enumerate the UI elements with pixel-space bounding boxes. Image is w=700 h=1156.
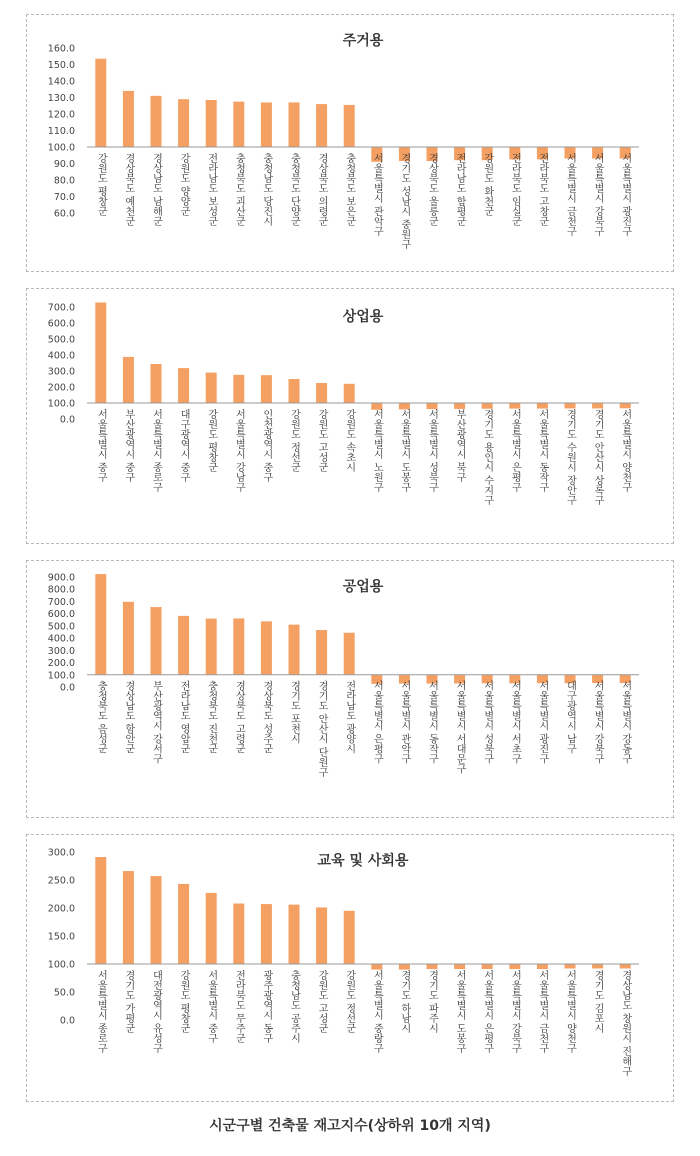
y-tick-label: 700.0 xyxy=(47,596,75,608)
bar xyxy=(565,403,576,408)
category-label: 전라북도 고창군 xyxy=(536,153,548,227)
bar xyxy=(178,368,189,403)
y-tick-label: 0.0 xyxy=(59,1015,75,1027)
category-label: 인천광역시 중구 xyxy=(260,409,272,483)
category-label: 충청북도 보은군 xyxy=(343,153,355,227)
category-label: 경기도 안산시 상록구 xyxy=(592,409,604,506)
category-label: 부산광역시 중구 xyxy=(122,409,134,483)
y-tick-label: 500.0 xyxy=(47,334,75,346)
category-label: 강원도 고성군 xyxy=(316,409,328,473)
bar xyxy=(289,625,300,675)
bar xyxy=(565,964,576,968)
chart-title: 상업용 xyxy=(342,309,384,325)
bar xyxy=(592,403,603,408)
bar xyxy=(316,907,327,964)
bar xyxy=(537,964,548,969)
category-label: 강원도 속초시 xyxy=(343,409,355,473)
category-label: 서울특별시 동작구 xyxy=(426,680,438,764)
category-label: 경기도 안산시 단원구 xyxy=(316,680,328,778)
chart-panel-commercial xyxy=(26,288,674,544)
category-label: 강원도 평창군 xyxy=(178,970,190,1034)
category-label: 서울특별시 강동구 xyxy=(619,680,631,764)
chart-svg-3 xyxy=(27,835,673,1101)
category-label: 충청북도 진천군 xyxy=(205,680,217,754)
chart-panel-industrial xyxy=(26,560,674,818)
y-tick-label: 100.0 xyxy=(47,670,75,682)
y-tick-label: 900.0 xyxy=(47,572,75,584)
y-tick-label: 300.0 xyxy=(47,645,75,657)
category-label: 경상북도 고령군 xyxy=(233,680,245,754)
y-tick-label: 300.0 xyxy=(47,847,75,859)
category-label: 서울특별시 성북구 xyxy=(426,409,438,493)
bar xyxy=(261,102,272,147)
y-tick-label: 150.0 xyxy=(47,931,75,943)
bar xyxy=(178,884,189,964)
category-label: 전라남도 영암군 xyxy=(178,680,190,754)
category-label: 서울특별시 관악구 xyxy=(398,680,410,764)
chart-title: 주거용 xyxy=(342,33,384,49)
bar xyxy=(151,96,162,147)
y-tick-label: 70.0 xyxy=(53,192,75,203)
category-label: 서울특별시 은평구 xyxy=(509,409,521,493)
category-label: 전라북도 임실군 xyxy=(509,153,521,227)
category-label: 강원도 평창군 xyxy=(205,409,217,473)
category-label: 서울특별시 강북구 xyxy=(592,680,604,764)
category-label: 경기도 김포시 xyxy=(592,970,604,1034)
chart-svg-2 xyxy=(27,561,673,817)
category-label: 전라북도 무주군 xyxy=(233,970,245,1044)
bar xyxy=(592,964,603,968)
figure-caption: 시군구별 건축물 재고지수(상하위 10개 지역) xyxy=(209,1118,491,1134)
category-label: 서울특별시 금천구 xyxy=(564,153,576,237)
bar xyxy=(509,964,520,969)
bar xyxy=(123,357,134,403)
bar xyxy=(344,911,355,964)
chart-svg-0 xyxy=(27,15,673,271)
bar xyxy=(151,607,162,675)
bar xyxy=(95,574,106,675)
bar xyxy=(123,602,134,675)
y-tick-label: 80.0 xyxy=(53,175,75,187)
bar xyxy=(289,379,300,403)
y-tick-label: 120.0 xyxy=(47,109,75,121)
bar xyxy=(233,102,244,147)
bar xyxy=(537,403,548,409)
bar xyxy=(233,904,244,964)
category-label: 경기도 파주시 xyxy=(426,970,438,1034)
category-label: 충청남도 공주시 xyxy=(288,970,300,1044)
category-label: 부산광역시 강서구 xyxy=(150,680,162,764)
y-tick-label: 200.0 xyxy=(47,658,75,670)
category-label: 경상남도 함안군 xyxy=(122,680,134,754)
category-label: 대전광역시 유성구 xyxy=(150,970,162,1054)
category-label: 서울특별시 광진구 xyxy=(619,153,631,237)
category-label: 전라남도 보성군 xyxy=(205,153,217,227)
y-tick-label: 60.0 xyxy=(53,208,75,220)
y-tick-label: 500.0 xyxy=(47,621,75,633)
bar xyxy=(151,364,162,403)
bar xyxy=(178,99,189,147)
bar xyxy=(620,403,631,408)
y-tick-label: 700.0 xyxy=(47,302,75,314)
category-label: 경기도 성남시 중원구 xyxy=(398,153,410,250)
bar xyxy=(509,403,520,409)
category-label: 서울특별시 중구 xyxy=(95,409,107,483)
bar xyxy=(123,871,134,964)
bar xyxy=(206,100,217,147)
category-label: 전라남도 함평군 xyxy=(454,153,466,227)
category-label: 경기도 가평군 xyxy=(122,970,134,1034)
category-label: 서울특별시 중랑구 xyxy=(371,970,383,1054)
bar xyxy=(206,373,217,403)
bar xyxy=(95,59,106,147)
category-label: 서울특별시 양천구 xyxy=(564,970,576,1054)
chart-svg-1 xyxy=(27,289,673,543)
category-label: 충청북도 괴산군 xyxy=(233,153,245,227)
bar xyxy=(454,964,465,969)
chart-panel-education-social xyxy=(26,834,674,1102)
category-label: 경기도 하남시 xyxy=(398,970,410,1034)
chart-panel-residential xyxy=(26,14,674,272)
category-label: 경상남도 남해군 xyxy=(150,153,162,227)
y-tick-label: 0.0 xyxy=(59,682,75,694)
bar xyxy=(261,621,272,674)
category-label: 서울특별시 중구 xyxy=(205,970,217,1044)
category-label: 서울특별시 서대문구 xyxy=(454,680,466,774)
category-label: 경상북도 울릉군 xyxy=(426,153,438,227)
y-tick-label: 100.0 xyxy=(47,142,75,154)
chart-title: 교육 및 사회용 xyxy=(317,853,409,869)
category-label: 서울특별시 양천구 xyxy=(619,409,631,493)
y-tick-label: 50.0 xyxy=(53,987,75,999)
category-label: 강원도 고성군 xyxy=(316,970,328,1034)
y-tick-label: 250.0 xyxy=(47,875,75,887)
y-tick-label: 100.0 xyxy=(47,398,75,410)
bar xyxy=(233,375,244,403)
bar xyxy=(151,876,162,964)
bar xyxy=(316,383,327,403)
category-label: 경상북도 성주군 xyxy=(260,680,272,754)
category-label: 경상남도 창원시 진해구 xyxy=(619,970,631,1077)
bar xyxy=(95,303,106,403)
bar xyxy=(289,102,300,147)
bar xyxy=(371,964,382,970)
bar xyxy=(261,904,272,964)
bar xyxy=(316,104,327,147)
y-tick-label: 130.0 xyxy=(47,93,75,104)
category-label: 경상북도 예천군 xyxy=(122,153,134,227)
bar xyxy=(123,91,134,147)
bar xyxy=(482,964,493,969)
y-tick-label: 400.0 xyxy=(47,633,75,645)
y-tick-label: 600.0 xyxy=(47,609,75,621)
y-tick-label: 90.0 xyxy=(53,159,75,170)
category-label: 대구광역시 남구 xyxy=(564,680,576,754)
bar xyxy=(399,964,410,970)
category-label: 전라남도 광양시 xyxy=(343,680,355,754)
y-tick-label: 400.0 xyxy=(47,350,75,362)
category-label: 강원도 정선군 xyxy=(288,409,300,473)
category-label: 충청북도 단양군 xyxy=(288,153,300,227)
category-label: 서울특별시 강북구 xyxy=(592,153,604,237)
bar xyxy=(344,384,355,403)
category-label: 서울특별시 서초구 xyxy=(509,680,521,764)
bar xyxy=(344,633,355,675)
y-tick-label: 100.0 xyxy=(47,959,75,971)
bar xyxy=(95,857,106,964)
category-label: 강원도 양양군 xyxy=(178,153,190,217)
bar xyxy=(482,403,493,409)
category-label: 강원도 정선군 xyxy=(343,970,355,1034)
bar xyxy=(289,905,300,964)
category-label: 서울특별시 은평구 xyxy=(481,970,493,1054)
y-tick-label: 800.0 xyxy=(47,584,75,596)
bar xyxy=(316,630,327,675)
chart-title: 공업용 xyxy=(342,579,384,595)
bar xyxy=(178,616,189,675)
category-label: 서울특별시 강북구 xyxy=(509,970,521,1054)
category-label: 강원도 평창군 xyxy=(95,153,107,217)
y-tick-label: 600.0 xyxy=(47,318,75,330)
category-label: 서울특별시 도봉구 xyxy=(454,970,466,1054)
y-tick-label: 160.0 xyxy=(47,43,75,55)
category-label: 경기도 포천시 xyxy=(288,680,300,744)
bar xyxy=(344,105,355,147)
bar xyxy=(206,619,217,675)
category-label: 서울특별시 광진구 xyxy=(536,680,548,764)
bar xyxy=(206,893,217,964)
category-label: 경기도 수원시 장안구 xyxy=(564,409,576,506)
bar xyxy=(620,964,631,968)
category-label: 서울특별시 종로구 xyxy=(95,970,107,1054)
y-tick-label: 140.0 xyxy=(47,76,75,88)
y-tick-label: 200.0 xyxy=(47,903,75,915)
category-label: 대구광역시 중구 xyxy=(178,409,190,483)
category-label: 서울특별시 관악구 xyxy=(371,153,383,237)
category-label: 서울특별시 성북구 xyxy=(481,680,493,764)
y-tick-label: 110.0 xyxy=(47,126,75,137)
category-label: 서울특별시 동작구 xyxy=(536,409,548,493)
category-label: 경기도 용인시 수지구 xyxy=(481,409,493,506)
category-label: 서울특별시 도봉구 xyxy=(398,409,410,493)
category-label: 서울특별시 은평구 xyxy=(371,680,383,764)
category-label: 서울특별시 금천구 xyxy=(536,970,548,1054)
category-label: 강원도 화천군 xyxy=(481,153,493,217)
category-label: 서울특별시 종로구 xyxy=(150,409,162,493)
y-tick-label: 300.0 xyxy=(47,366,75,378)
category-label: 서울특별시 강남구 xyxy=(233,409,245,493)
y-tick-label: 200.0 xyxy=(47,382,75,394)
category-label: 충청남도 당진시 xyxy=(260,153,272,227)
category-label: 충청북도 음성군 xyxy=(95,680,107,754)
bar xyxy=(261,375,272,403)
bar xyxy=(427,964,438,969)
bar xyxy=(233,618,244,674)
category-label: 서울특별시 노원구 xyxy=(371,409,383,493)
category-label: 경상북도 의령군 xyxy=(316,153,328,227)
y-tick-label: 0.0 xyxy=(59,414,75,426)
y-tick-label: 150.0 xyxy=(47,60,75,71)
category-label: 광주광역시 동구 xyxy=(260,970,272,1044)
category-label: 부산광역시 북구 xyxy=(454,409,466,483)
